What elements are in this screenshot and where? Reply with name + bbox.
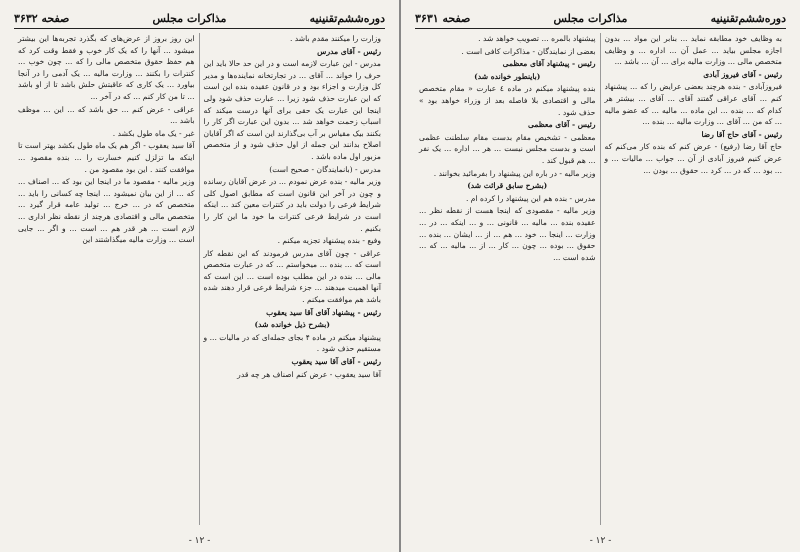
folio: - ۱۲ - bbox=[589, 536, 612, 546]
speaker-line: رئیس - پیشنهاد آقای آقا سید یعقوب bbox=[266, 307, 381, 317]
paragraph: آقا سید یعقوب - عرض کنم اصناف هر چه قدر bbox=[237, 369, 381, 379]
journal-title: دوره‌ششم‌تقنینیه bbox=[309, 11, 385, 25]
paragraph: وزیر مالیه - مقصودی که اینجا هست از نقطه نظر ... عقیده بنده ... مالیه ... قانونی ... و ... اینکه ... در ... وزارت ... اینجا ... خود ... هم ... از ... ایشان ... بنده ... حقوق ... بوده ... چون ... کار ... از ... مالیه ... که ... شده است ... bbox=[419, 206, 596, 262]
page-number-label: صفحه ۳۶۳۲ bbox=[14, 11, 70, 25]
paragraph: وزیر مالیه - مقصود ما در اینجا این بود که ... اصناف ... که ... از این بیان نمیشود ... اینجا چه کسانی را باید ... متخصص که در ... خرج ... تولید عامه قرار گیرد ... متخصص مالی و اقتصادی هرچند از نقطه نظر اداری ... لازم است ... هر قدر هم ... است ... و اگر ... جایی است ... وزارت مالیه میگذاشتند این bbox=[18, 177, 195, 245]
paragraph: پیشنهاد میکنم در ماده ۴ بجای جمله‌ای که در مالیات ... و مستقیم حذف شود . bbox=[203, 332, 381, 354]
paragraph: عراقی - عرض کنم ... حق باشد که ... این ... موظف باشد ... bbox=[18, 104, 195, 126]
speaker-line: رئیس - پیشنهاد آقای معظمی bbox=[502, 59, 596, 69]
paragraph: عراقی - چون آقای مدرس فرمودند که این نقطه کار است که ... بنده ... میخواستم ... که در عبارت متخصص مالی ... بنده در این مطلب بوده است ... این است که آنها اهمیت میدهند ... جزء شرایط فرعی قرار دهند شده باشد هم موافقت میکنم . bbox=[203, 248, 381, 305]
paragraph: مدرس - (بانمایندگان - صحیح است) bbox=[269, 164, 381, 174]
speaker-line: رئیس - آقای حاج آقا رضا bbox=[701, 129, 782, 139]
paragraph: آقا سید یعقوب - اگر هم یک ماه طول بکشد بهتر است تا اینکه ما تزلزل کنیم خسارت را ... بنده مقصود ... موافقت کنند . این بود مقصود من . bbox=[18, 141, 195, 174]
journal-title: دوره‌ششم‌تقنینیه bbox=[710, 11, 786, 25]
speaker-line: رئیس - آقای فیروز آبادی bbox=[703, 69, 782, 79]
page-header bbox=[415, 8, 786, 29]
paragraph: وفیع - بنده پیشنهاد تجزیه میکنم . bbox=[277, 236, 381, 246]
speaker-line: رئیس - آقای معظمی bbox=[527, 120, 596, 130]
column-right bbox=[601, 33, 787, 525]
folio: - ۱۲ - bbox=[188, 536, 211, 546]
paragraph: مدرس - این عبارت لازمه است و در این حد حالا باید این حرف را خواند ... آقای ... در تجارتخانه نماینده‌ها و مدیر کل وزارت و اجزاء بود و در قانون عقیده بنده این است که این عبارت حذف شود زیرا ... عبارت حذف شود ولی اینجا این عبارت یک حقی برای آنها درست میکند که اسباب زحمت خواهد شد ... بدون این عبارت اگر کار را بکنند بیک مقیاس بر آب بی‌گذارند این است که اگر آقایان اصلاح بدانند این جمله از اول حذف شود و از متخصص مزبور اول ماده باشد . bbox=[203, 59, 381, 161]
paragraph: به وظایف خود مطابقه نماید ... بنابر این مواد ... بدون اجازه مجلس بیاید ... عمل آن ... اداره ... و وظایف متخصص مالی ... وزارت مالیه برای ... آن ... باشد ... bbox=[604, 34, 782, 67]
page-3632 bbox=[0, 0, 399, 552]
speaker-line: رئیس - آقای آقا سید یعقوب bbox=[291, 357, 381, 367]
paragraph: این روز بروز از عرض‌های که بگذرد تجربه‌ها این بیشتر میشود ... آنها را که یک کار خوب و فقط وقت کرد که هم حفظ حقوق متخصص مالی را که ... چون خوب ... کنترات را بکنند ... وزارت مالیه ... یک آدمی را در آنجا بیاورد ... یک کاری که عاقبتش حلش باشد تا از او باشد ... تا من کار کنم ... که در آخر ... bbox=[18, 34, 195, 101]
section-title: مذاکرات مجلس bbox=[553, 11, 628, 25]
text-columns bbox=[415, 33, 786, 525]
paragraph: فیروزآبادی - بنده هرچند بعضی عرایض را که ... پیشنهاد کنم ... آقای عراقی گفتند آقای ... آقای ... بیشتر هر کدام که ... بنده ... این ماده ... مالیه ... که عضو مالیه ... که من ... آقای ... وزارت مالیه ... بنده ... bbox=[604, 82, 782, 127]
paragraph: غبر - یک ماه طول بکشد . bbox=[112, 128, 195, 138]
column-left bbox=[415, 33, 601, 525]
stage-direction: (بشرح ذیل خوانده شد) bbox=[254, 320, 330, 330]
paragraph: وزیر مالیه - در باره این پیشنهاد را بفرمائید بخوانند . bbox=[433, 168, 596, 178]
stage-direction: (باینطور خوانده شد) bbox=[474, 71, 541, 81]
paragraph: حاج آقا رضا (رفیع) - عرض کنم که بنده کار می‌کنم که عرض کنیم فیروز آبادی از آن ... جواب ... مالیات ... و ... بود ... که در ... کرد ... حقوق ... بودن ... bbox=[604, 142, 782, 175]
speaker-line: رئیس - آقای مدرس bbox=[317, 46, 381, 56]
stage-direction: (بشرح سابق قرائت شد) bbox=[467, 181, 548, 191]
column-right bbox=[200, 33, 386, 525]
paragraph: بنده پیشنهاد میکنم در ماده ٤ عبارت « مقام متخصص مالی و اقتصادی بلا فاصله بعد از وزراء خواهد بود » حذف شود . bbox=[419, 84, 596, 117]
text-columns bbox=[14, 33, 385, 525]
page-number-label: صفحه ۳۶۳۱ bbox=[415, 11, 471, 25]
page-header bbox=[14, 8, 385, 29]
paragraph: بعضی از نمایندگان - مذاکرات کافی است . bbox=[461, 46, 596, 56]
paragraph: وزارت را میکنند مقدم باشد . bbox=[289, 34, 381, 43]
page-3631 bbox=[401, 0, 800, 552]
paragraph: معظمی - تشخیص مقام بدست مقام سلطنت عظمی است و بدست مجلس نیست ... هر ... اداره ... یک نفر ... هم قبول کند . bbox=[419, 132, 596, 165]
paragraph: وزیر مالیه - بنده عرض نمودم ... در عرض آقایان رسانده و چون در آخر این قانون است که مطابق اصول کلی شرایط فرعی را دولت باید در کنترات معین کند ... اینکه است در شرایط فرعی کنترات ما خود ما این کار را بکنیم . bbox=[203, 177, 381, 233]
section-title: مذاکرات مجلس bbox=[152, 11, 227, 25]
paragraph: پیشنهاد بالمره ... تصویب خواهد شد . bbox=[478, 34, 596, 43]
column-left bbox=[14, 33, 200, 525]
paragraph: مدرس - بنده هم این پیشنهاد را کرده ام . bbox=[465, 193, 596, 203]
